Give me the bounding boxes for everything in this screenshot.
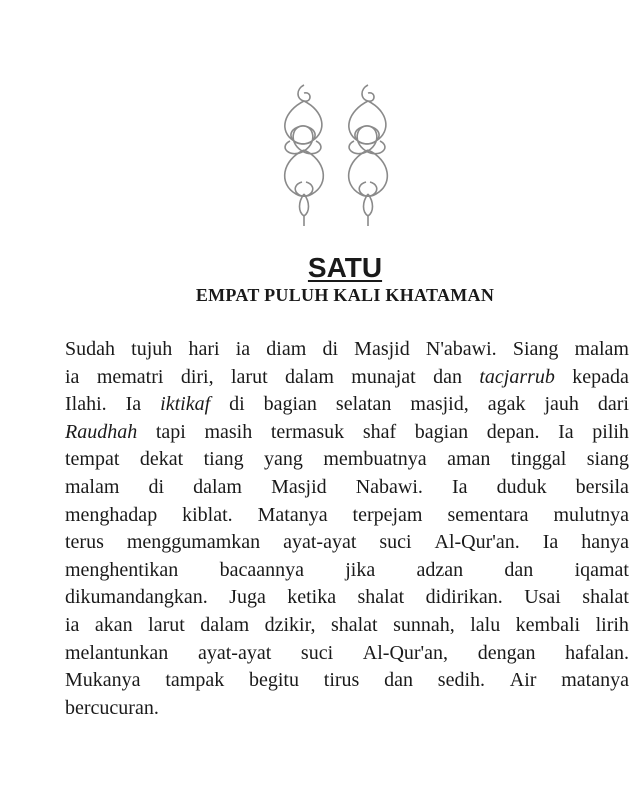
word: N'abawi. [425,338,497,360]
text-line [65,336,629,364]
word: tacjarrub [479,365,555,388]
word: jika [345,558,376,581]
word: Al-Qur'an. [434,531,520,554]
word: menghentikan [65,558,179,581]
word: depan. [486,420,540,443]
word: di [322,338,338,360]
word: yang [264,448,303,471]
text-line [65,446,629,474]
body-paragraph [65,336,629,722]
word: suci [300,641,334,664]
word: tiang [203,448,244,471]
word: terpejam [352,503,423,526]
word: bacaannya [219,558,304,581]
word: dzikir, [264,613,316,636]
word: kiblat. [182,503,233,526]
word: lalu [470,613,501,636]
word: kembali [515,613,581,636]
word: hanya [581,531,629,554]
word: duduk [496,475,547,498]
word: bagian [263,393,317,416]
text-line [65,474,629,502]
text-line [65,419,629,447]
word: melantunkan [65,641,169,664]
text-line [65,640,629,668]
word: bagian [414,420,469,443]
word: ia [65,365,80,388]
word: di [229,393,245,416]
calligraphic-flourish-ornament-icon [272,80,402,230]
chapter-title: SATU [307,252,383,283]
word: larut [148,613,185,636]
word: hafalan. [565,641,629,664]
word: dan [384,669,413,692]
text-line [65,502,629,530]
word: bercucuran. [65,696,159,719]
text-line [65,529,629,557]
word: dari [597,393,629,416]
word: menghadap [65,503,158,526]
word: Mukanya [65,669,141,692]
word: matanya [561,669,629,692]
word: pilih [592,420,629,443]
word: sementara [447,503,529,526]
word: tempat [65,448,120,471]
left-flourish-icon [285,85,324,226]
word: ayat-ayat [283,531,357,554]
word: ia [235,338,251,360]
right-flourish-icon [349,85,388,226]
word: Ilahi. [65,393,107,416]
word: dalam [200,613,250,636]
word: shalat [582,586,629,609]
word: Juga [229,586,266,609]
word: lirih [595,613,629,636]
word: Air [509,669,537,692]
text-line [65,612,629,640]
word: mulutnya [553,503,629,526]
word: Masjid [354,338,410,360]
text-line [65,391,629,419]
word: terus [65,531,104,554]
word: Masjid [271,475,327,498]
word: akan [94,613,133,636]
word: Ia [542,531,559,554]
word: Ia [558,420,574,443]
word: tampak [165,669,225,692]
word: didirikan. [425,586,503,609]
word: shalat [357,586,405,609]
word: adzan [416,558,464,581]
word: Sudah [65,338,115,360]
word: dan [433,365,462,388]
word: tapi [155,420,186,443]
word: dan [504,558,534,581]
word: tinggal [510,448,567,471]
word: siang [586,448,629,471]
word: dalam [193,475,242,498]
word: membuatnya [323,448,427,471]
text-line [65,557,629,585]
word: sunnah, [393,613,455,636]
word: dekat [139,448,184,471]
word: termasuk [270,420,345,443]
word: di [148,475,165,498]
word: suci [379,531,412,554]
word: munajat [351,365,416,388]
word: masjid, [410,393,469,416]
word: Ia [125,393,142,416]
text-line [65,364,629,392]
word: selatan [335,393,392,416]
text-line [65,667,629,695]
word: hari [188,338,220,360]
word: sedih. [437,669,485,692]
word: malam [574,338,629,360]
word: iqamat [574,558,629,581]
word: Matanya [257,503,328,526]
word: Usai [524,586,561,609]
word: jauh [544,393,579,416]
word: ketika [287,586,337,609]
word: aman [447,448,491,471]
word: tujuh [131,338,173,360]
text-line [65,695,629,723]
word: Siang [512,338,559,360]
word: Raudhah [65,420,138,443]
word: Al-Qur'an, [362,641,449,664]
text-line [65,584,629,612]
word: ia [65,613,80,636]
word: iktikaf [160,393,211,416]
word: larut [230,365,268,388]
word: Ia [451,475,468,498]
word: tirus [323,669,360,692]
word: kepada [572,365,629,388]
word: diam [266,338,307,360]
word: shaf [362,420,397,443]
word: begitu [248,669,299,692]
word: agak [487,393,526,416]
word: diri, [180,365,214,388]
word: ayat-ayat [197,641,272,664]
chapter-subtitle: EMPAT PULUH KALI KHATAMAN [195,285,495,305]
word: dalam [285,365,334,388]
word: malam [65,475,120,498]
word: bersila [575,475,629,498]
word: dengan [477,641,536,664]
word: mematri [96,365,164,388]
word: masih [204,420,253,443]
word: menggumamkan [126,531,261,554]
word: shalat [330,613,378,636]
word: dikumandangkan. [65,586,208,609]
word: Nabawi. [355,475,423,498]
